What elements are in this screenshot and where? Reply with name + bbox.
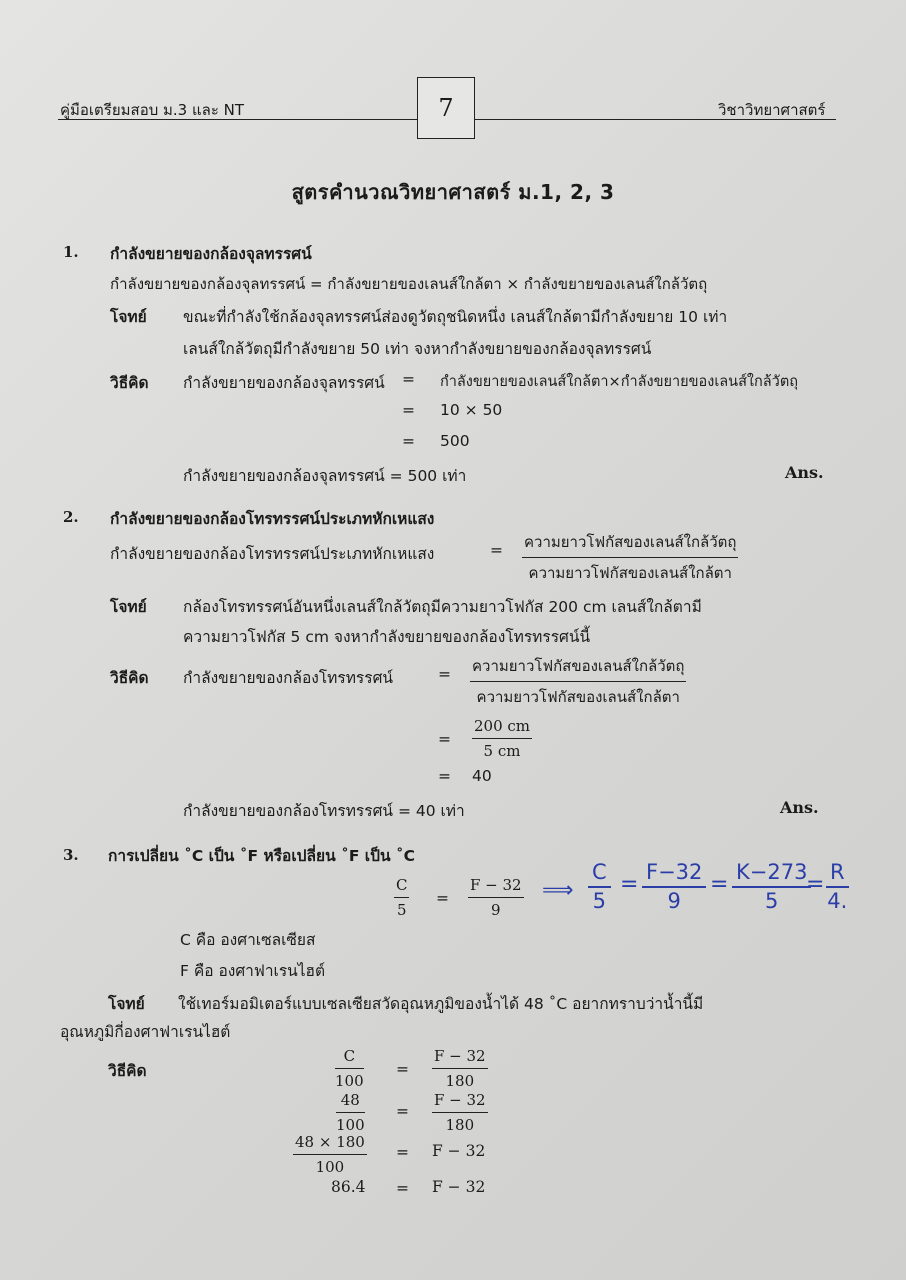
fraction-denominator: 5 <box>592 889 607 913</box>
section-1-sol-rhs1: กำลังขยายของเลนส์ใกล้ตา×กำลังขยายของเลนส์ใกล้วัตถุ <box>440 374 799 390</box>
fraction-denominator: 100 <box>336 1116 365 1134</box>
calc-row4-lhs: 86.4 <box>331 1178 366 1196</box>
section-1-sol-lhs: กำลังขยายของกล้องจุลทรรศน์ <box>183 374 385 392</box>
fraction-numerator: F − 32 <box>432 1047 488 1069</box>
section-3-problem-line1: ใช้เทอร์มอมิเตอร์แบบเซลเซียสวัดอุณหภูมิของน้ำได้ 48 ˚C อยากทราบว่าน้ำนี้มี <box>178 995 704 1013</box>
section-2-ans: Ans. <box>780 798 819 817</box>
calc-row3-lhs <box>293 1133 367 1176</box>
calc-row3-rhs: F − 32 <box>432 1142 486 1160</box>
section-2-heading: กำลังขยายของกล้องโทรทรรศน์ประเภทหักเหแสง <box>110 510 435 528</box>
section-1-result: กำลังขยายของกล้องจุลทรรศน์ = 500 เท่า <box>183 467 467 485</box>
calc-row3-eq: = <box>396 1143 409 1161</box>
section-1-eq-3: = <box>402 432 415 450</box>
fraction-numerator: 48 × 180 <box>293 1133 367 1155</box>
section-2-result: กำลังขยายของกล้องโทรทรรศน์ = 40 เท่า <box>183 802 465 820</box>
section-2-problem-line2: ความยาวโฟกัส 5 cm จงหากำลังขยายของกล้องโทรทรรศน์นี้ <box>183 628 591 646</box>
section-1-solution-label: วิธีคิด <box>110 374 149 392</box>
calc-row1-lhs <box>335 1047 364 1090</box>
fraction-denominator: 9 <box>491 901 501 919</box>
fraction-denominator: 100 <box>335 1072 364 1090</box>
section-1-problem-line2: เลนส์ใกล้วัตถุมีกำลังขยาย 50 เท่า จงหากำลังขยายของกล้องจุลทรรศน์ <box>183 340 652 358</box>
handwritten-eq-1: = <box>620 872 639 897</box>
section-3-def-f: F คือ องศาฟาเรนไฮต์ <box>180 962 326 980</box>
calc-row4-rhs: F − 32 <box>432 1178 486 1196</box>
fraction-numerator: ความยาวโฟกัสของเลนส์ใกล้วัตถุ <box>522 530 738 558</box>
section-3-problem-label: โจทย์ <box>108 995 145 1013</box>
section-3-heading: การเปลี่ยน ˚C เป็น ˚F หรือเปลี่ยน ˚F เป็น ˚C <box>108 847 416 865</box>
section-1-eq-2: = <box>402 401 415 419</box>
section-1-ans: Ans. <box>785 463 824 482</box>
calc-row4-eq: = <box>396 1179 409 1197</box>
section-3-formula-frac-f <box>468 876 524 919</box>
calc-row2-lhs <box>336 1091 365 1134</box>
header-rule-left <box>58 119 418 120</box>
fraction-denominator: 180 <box>445 1072 475 1090</box>
section-1-sol-rhs2: 10 × 50 <box>440 401 503 419</box>
fraction-denominator: ความยาวโฟกัสของเลนส์ใกล้ตา <box>476 688 680 706</box>
section-2-formula-lhs: กำลังขยายของกล้องโทรทรรศน์ประเภทหักเหแสง <box>110 545 435 563</box>
fraction-numerator: 200 cm <box>472 717 532 739</box>
section-1-problem-line1: ขณะที่กำลังใช้กล้องจุลทรรศน์ส่องดูวัตถุชนิดหนึ่ง เลนส์ใกล้ตามีกำลังขยาย 10 เท่า <box>183 308 728 326</box>
handwritten-frac-k <box>732 860 811 913</box>
section-1-formula: กำลังขยายของกล้องจุลทรรศน์ = กำลังขยายของเลนส์ใกล้ตา × กำลังขยายของเลนส์ใกล้วัตถุ <box>110 275 708 293</box>
fraction-numerator: R <box>826 860 849 888</box>
section-3-problem-line2: อุณหภูมิกี่องศาฟาเรนไฮต์ <box>60 1023 231 1041</box>
fraction-denominator: 100 <box>315 1158 345 1176</box>
section-2-problem-label: โจทย์ <box>110 598 147 616</box>
section-2-formula-eq: = <box>490 541 503 559</box>
section-3-formula-eq: = <box>436 889 449 907</box>
fraction-numerator: 48 <box>336 1091 365 1113</box>
fraction-denominator: ความยาวโฟกัสของเลนส์ใกล้ตา <box>528 564 732 582</box>
section-2-sol-fraction <box>470 654 686 709</box>
fraction-numerator: K−273 <box>732 860 811 888</box>
section-2-solution-label: วิธีคิด <box>110 669 149 687</box>
section-2-step3: 40 <box>472 767 492 785</box>
section-1-number: 1. <box>63 243 79 261</box>
handwritten-frac-c <box>588 860 611 913</box>
fraction-denominator: 9 <box>667 889 681 913</box>
calc-row1-rhs <box>432 1047 488 1090</box>
handwritten-frac-r <box>826 860 849 913</box>
fraction-denominator: 5 cm <box>483 742 521 760</box>
page-number-box <box>417 77 475 139</box>
handwritten-frac-f <box>642 860 706 913</box>
section-3-number: 3. <box>63 846 79 864</box>
header-right: วิชาวิทยาศาสตร์ <box>718 101 826 119</box>
fraction-denominator: 180 <box>445 1116 475 1134</box>
section-3-def-c: C คือ องศาเซลเซียส <box>180 931 316 949</box>
fraction-numerator: C <box>394 876 409 898</box>
fraction-numerator: F − 32 <box>432 1091 488 1113</box>
calc-row2-rhs <box>432 1091 488 1134</box>
section-2-problem-line1: กล้องโทรทรรศน์อันหนึ่งเลนส์ใกล้วัตถุมีความยาวโฟกัส 200 cm เลนส์ใกล้ตามี <box>183 598 702 616</box>
fraction-numerator: C <box>588 860 611 888</box>
section-1-heading: กำลังขยายของกล้องจุลทรรศน์ <box>110 245 312 263</box>
fraction-denominator: 5 <box>765 889 779 913</box>
section-1-eq-1: = <box>402 370 415 388</box>
section-2-eq-3: = <box>438 767 451 785</box>
fraction-numerator: F−32 <box>642 860 706 888</box>
section-3-formula-frac-c <box>394 876 409 919</box>
page-number: 7 <box>438 94 454 122</box>
fraction-numerator: ความยาวโฟกัสของเลนส์ใกล้วัตถุ <box>470 654 686 682</box>
handwritten-eq-2: = <box>710 872 729 897</box>
section-3-solution-label: วิธีคิด <box>108 1062 147 1080</box>
calc-row2-eq: = <box>396 1102 409 1120</box>
page-title: สูตรคำนวณวิทยาศาสตร์ ม.1, 2, 3 <box>291 180 615 204</box>
fraction-numerator: F − 32 <box>468 876 524 898</box>
fraction-denominator: 4. <box>827 889 848 913</box>
section-2-eq-1: = <box>438 665 451 683</box>
fraction-numerator: C <box>335 1047 364 1069</box>
handwritten-arrow: ⟹ <box>542 878 574 903</box>
section-2-formula-fraction <box>522 530 738 585</box>
section-2-number: 2. <box>63 508 79 526</box>
section-2-sol-lhs: กำลังขยายของกล้องโทรทรรศน์ <box>183 669 394 687</box>
section-2-step2-fraction <box>472 717 532 760</box>
section-1-problem-label: โจทย์ <box>110 308 147 326</box>
fraction-denominator: 5 <box>396 901 407 919</box>
section-1-sol-rhs3: 500 <box>440 432 470 450</box>
section-2-eq-2: = <box>438 730 451 748</box>
calc-row1-eq: = <box>396 1060 409 1078</box>
handwritten-eq-3: = <box>806 872 825 897</box>
header-left: คู่มือเตรียมสอบ ม.3 และ NT <box>60 101 245 119</box>
